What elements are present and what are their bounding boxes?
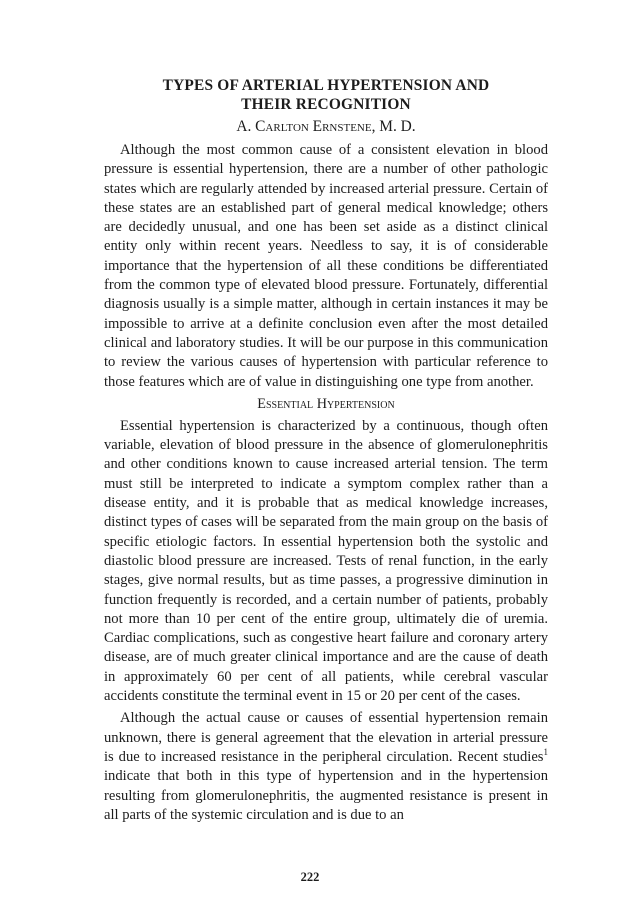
intro-paragraph: Although the most common cause of a consistent elevation in blood pressure is essential hypertension, there are a number of other pathologic states which are regularly attended by increased arterial pressure. Certain of these states are an established part of general medical knowledge; others are decidedly unusual, and one has been set aside as a distinct clinical entity only within recent years. Needless to say, it is of considerable importance that the hypertension of all these conditions be differentiated from the common type of elevated blood pressure. Fortunately, differential diagnosis usually is a simple matter, although in certain instances it may be impossible to arrive at a definite conclusion even after the most detailed clinical and laboratory studies. It will be our purpose in this communication to review the various causes of hypertension with particular reference to those features which are of value in distinguishing one type from another. <box>104 142 548 390</box>
article-title-line-2: THEIR RECOGNITION <box>241 96 411 113</box>
page-number: 222 <box>300 870 320 884</box>
section-heading: Essential Hypertension <box>257 395 395 412</box>
article-title-line-1: TYPES OF ARTERIAL HYPERTENSION AND <box>162 77 490 94</box>
article-title <box>104 76 548 114</box>
section-paragraph-1: Essential hypertension is characterized by a continuous, though often variable, elevation of blood pressure in the absence of glomerulonephritis and other conditions known to cause increased arterial tension. The term must still be interpreted to indicate a symptom complex rather than a disease entity, and it is probable that as medical knowledge increases, distinct types of cases will be separated from the main group on the basis of specific etiologic factors. In essential hypertension both the systolic and diastolic blood pressure are increased. Tests of renal function, in the early stages, give normal results, but as time passes, a progressive diminution in function frequently is recorded, and a certain number of patients, probably not more than 10 per cent of the entire group, ultimately die of uremia. Cardiac complications, such as congestive heart failure and coronary artery disease, are of much greater clinical importance and are the cause of death in approximately 60 per cent of all patients, while cerebral vascular accidents constitute the terminal event in 15 or 20 per cent of the cases. <box>104 417 548 705</box>
article-author: A. Carlton Ernstene, M. D. <box>236 118 416 135</box>
footnote-reference[interactable]: 1 <box>543 747 548 758</box>
section-paragraph-2-start: Although the actual cause or causes of essential hypertension remain unknown, there is general agreement that the elevation in arterial pressure is due to increased resistance in the peripheral circulation. Recent studies <box>104 710 548 765</box>
section-paragraph-2-end: indicate that both in this type of hypertension and in the hypertension resulting from glomerulonephritis, the augmented resistance is present in all parts of the systemic circulation and is due to an <box>104 768 548 823</box>
journal-page <box>104 76 548 825</box>
section-paragraph-2 <box>104 709 548 825</box>
